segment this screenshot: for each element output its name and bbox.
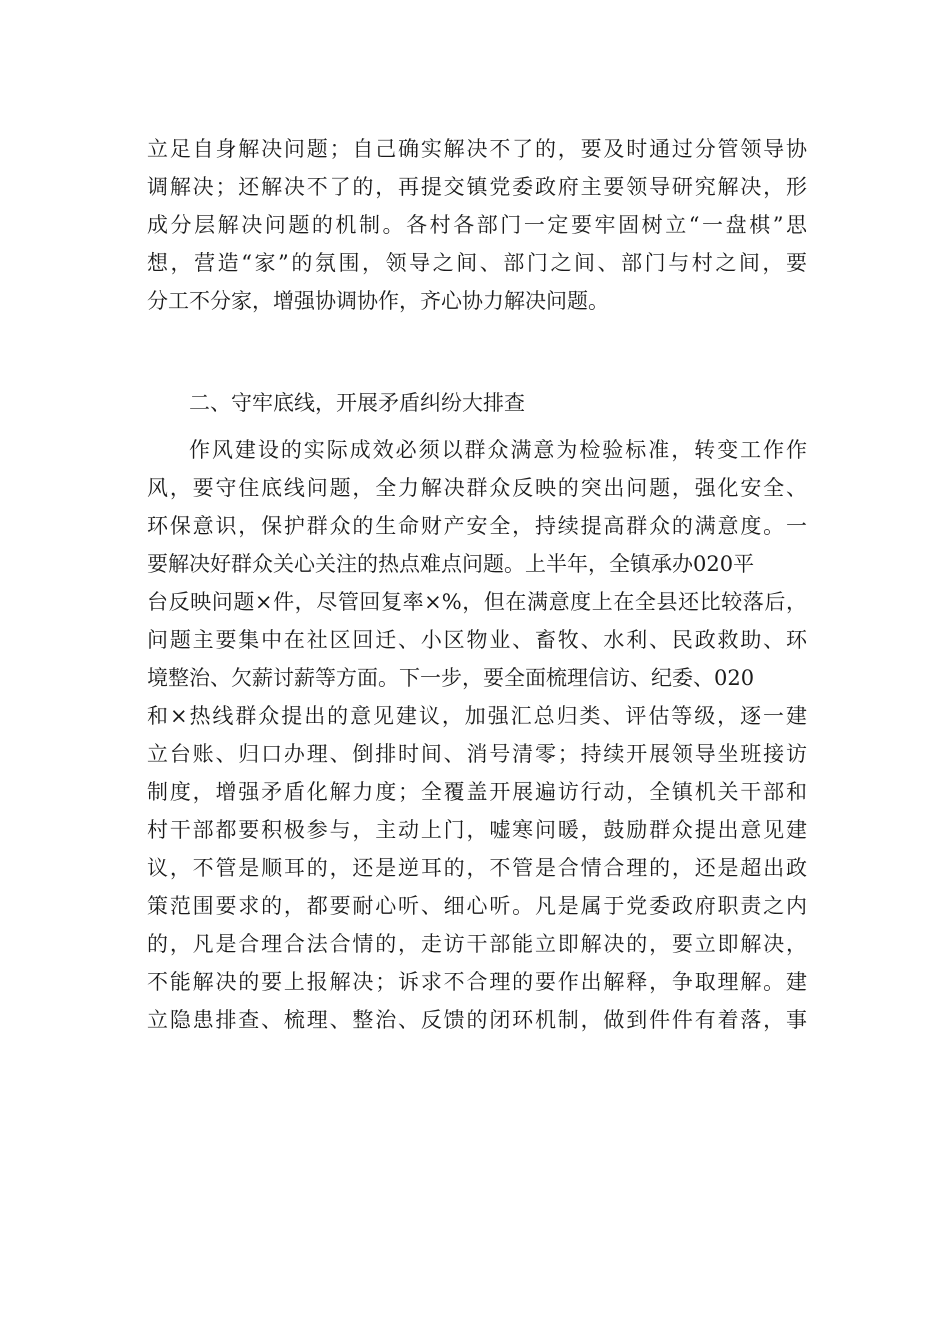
- paragraph-line: 村干部都要积极参与，主动上门，嘘寒问暖，鼓励群众提出意见建: [147, 818, 807, 842]
- paragraph-line: 不能解决的要上报解决；诉求不合理的要作出解释，争取理解。建: [147, 970, 807, 994]
- paragraph-line: 台反映问题×件，尽管回复率×%，但在满意度上在全县还比较落后，: [147, 590, 807, 614]
- paragraph-line: 成分层解决问题的机制。各村各部门一定要牢固树立“一盘棋”思: [147, 213, 807, 237]
- paragraph-line: 立台账、归口办理、倒排时间、消号清零；持续开展领导坐班接访: [147, 742, 807, 766]
- paragraph-line: 境整治、欠薪讨薪等方面。下一步，要全面梳理信访、纪委、020: [147, 666, 755, 690]
- paragraph-line: 调解决；还解决不了的，再提交镇党委政府主要领导研究解决，形: [147, 175, 807, 199]
- paragraph-line: 要解决好群众关心关注的热点难点问题。上半年，全镇承办020平: [147, 552, 755, 576]
- paragraph-line: 立隐患排查、梳理、整治、反馈的闭环机制，做到件件有着落，事: [147, 1008, 807, 1032]
- paragraph-line: 风，要守住底线问题，全力解决群众反映的突出问题，强化安全、: [147, 476, 807, 500]
- paragraph-line: 制度，增强矛盾化解力度；全覆盖开展遍访行动，全镇机关干部和: [147, 780, 807, 804]
- paragraph-line: 环保意识，保护群众的生命财产安全，持续提高群众的满意度。一: [147, 514, 807, 538]
- paragraph-2: [147, 431, 807, 1039]
- paragraph-line: 立足自身解决问题；自己确实解决不了的，要及时通过分管领导协: [147, 137, 807, 161]
- paragraph-1: [147, 130, 807, 320]
- paragraph-line: 策范围要求的，都要耐心听、细心听。凡是属于党委政府职责之内: [147, 894, 807, 918]
- paragraph-line: 的，凡是合理合法合情的，走访干部能立即解决的，要立即解决，: [147, 932, 807, 956]
- section-heading-text: 二、守牢底线，开展矛盾纠纷大排查: [189, 391, 525, 415]
- paragraph-line: 议，不管是顺耳的，还是逆耳的，不管是合情合理的，还是超出政: [147, 856, 807, 880]
- section-heading: [147, 384, 807, 422]
- paragraph-line: 想，营造“家”的氛围，领导之间、部门之间、部门与村之间，要: [147, 251, 807, 275]
- paragraph-line: 和×热线群众提出的意见建议，加强汇总归类、评估等级，逐一建: [147, 704, 807, 728]
- paragraph-line: 分工不分家，增强协调协作，齐心协力解决问题。: [147, 289, 609, 313]
- paragraph-line: 作风建设的实际成效必须以群众满意为检验标准，转变工作作: [189, 438, 807, 462]
- paragraph-line: 问题主要集中在社区回迁、小区物业、畜牧、水利、民政救助、环: [147, 628, 807, 652]
